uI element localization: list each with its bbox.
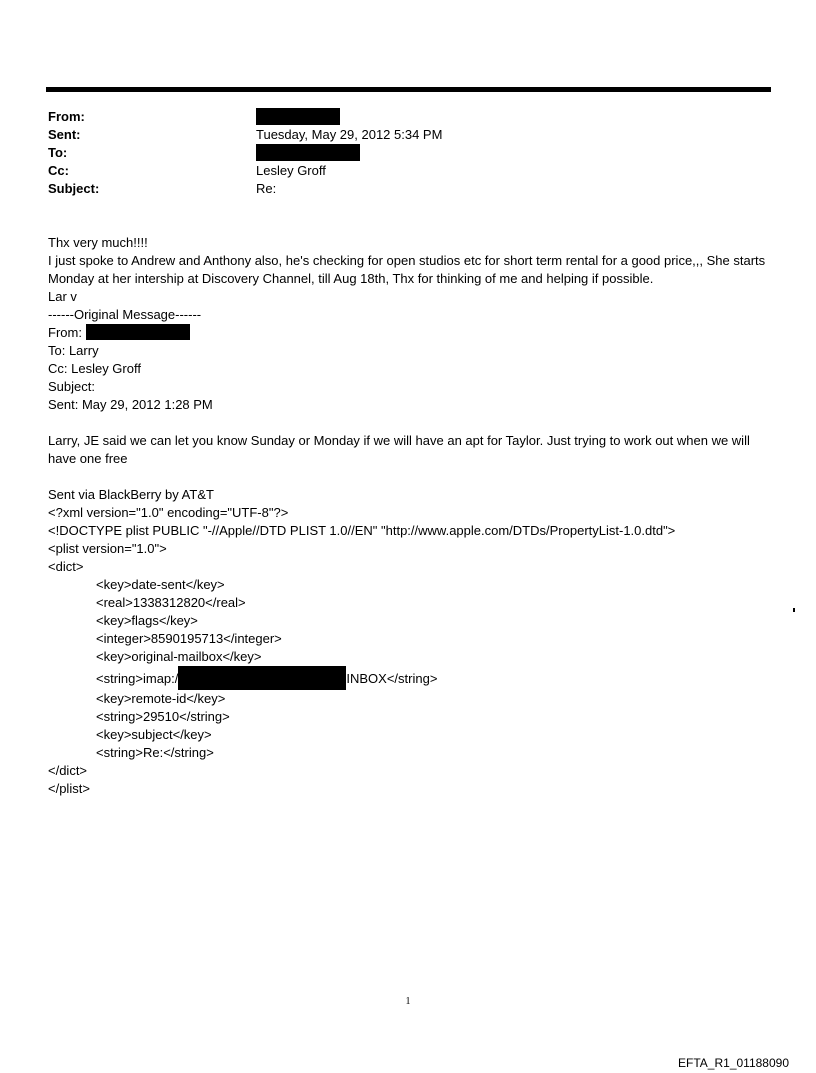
plist-line: <key>subject</key> — [96, 727, 212, 742]
document-id: EFTA_R1_01188090 — [678, 1056, 789, 1070]
redacted-original-sender — [86, 324, 190, 340]
signoff: Lar v — [48, 289, 77, 304]
from-label: From: — [48, 109, 85, 124]
plist-xml-declaration: <?xml version="1.0" encoding="UTF-8"?> — [48, 505, 289, 520]
original-from-label: From: — [48, 325, 82, 340]
redacted-recipient — [256, 144, 360, 161]
mailbox-suffix: INBOX</string> — [346, 671, 438, 686]
page-number: 1 — [405, 996, 411, 1007]
plist-doctype: <!DOCTYPE plist PUBLIC "-//Apple//DTD PLIST 1.0//EN" "http://www.apple.com/DTDs/PropertyList-1.0.dtd"> — [48, 523, 676, 538]
to-label: To: — [48, 145, 68, 160]
original-subject: Subject: — [48, 379, 95, 394]
sent-via: Sent via BlackBerry by AT&T — [48, 487, 214, 502]
plist-line: <key>date-sent</key> — [96, 577, 225, 592]
original-cc: Cc: Lesley Groff — [48, 361, 141, 376]
original-message-marker: ------Original Message------ — [48, 307, 202, 322]
plist-mailbox-line — [48, 666, 770, 690]
plist-line: <string>Re:</string> — [96, 745, 214, 760]
plist-line: <key>remote-id</key> — [96, 691, 226, 706]
original-to: To: Larry — [48, 343, 99, 358]
margin-mark — [793, 608, 795, 612]
redacted-mailbox — [178, 666, 346, 690]
plist-open: <plist version="1.0"> — [48, 541, 167, 556]
plist-line: <real>1338312820</real> — [96, 595, 246, 610]
subject-label: Subject: — [48, 181, 100, 196]
subject-value: Re: — [256, 181, 277, 196]
cc-label: Cc: — [48, 163, 69, 178]
sent-value: Tuesday, May 29, 2012 5:34 PM — [256, 127, 443, 142]
dict-close: </dict> — [48, 763, 88, 778]
top-rule — [46, 87, 771, 92]
sent-label: Sent: — [48, 127, 81, 142]
plist-line: <integer>8590195713</integer> — [96, 631, 282, 646]
plist-line: <key>original-mailbox</key> — [96, 649, 262, 664]
reply-paragraph: I just spoke to Andrew and Anthony also, he's checking for open studios etc for short term rental for a good price,,, She starts Monday at her intership at Discovery Channel, till Aug 18th, Thx for thinking of me and helping if possible. — [48, 253, 766, 286]
cc-value: Lesley Groff — [256, 163, 326, 178]
redacted-sender — [256, 108, 340, 125]
dict-open: <dict> — [48, 559, 84, 574]
email-body — [48, 234, 770, 798]
greeting: Thx very much!!!! — [48, 235, 148, 250]
original-from — [48, 324, 770, 342]
original-message-text: Larry, JE said we can let you know Sunday or Monday if we will have an apt for Taylor. Just trying to work out when we will have one free — [48, 433, 750, 466]
plist-line: <key>flags</key> — [96, 613, 198, 628]
original-sent: Sent: May 29, 2012 1:28 PM — [48, 397, 213, 412]
mailbox-prefix: <string>imap:/ — [96, 671, 179, 686]
plist-line: <string>29510</string> — [96, 709, 230, 724]
plist-close: </plist> — [48, 781, 90, 796]
